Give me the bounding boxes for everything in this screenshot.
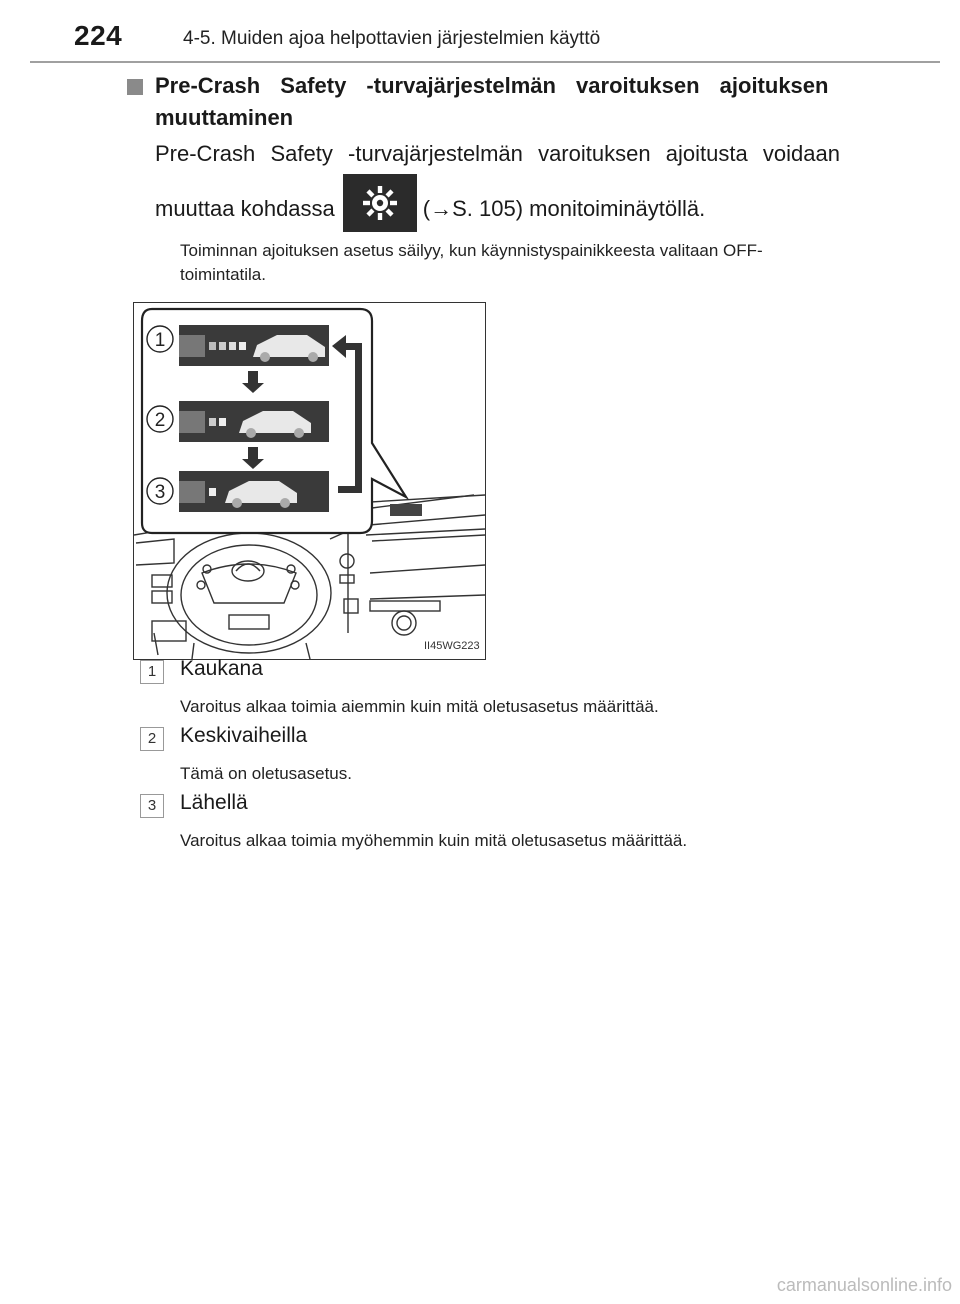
item-number-badge: 2: [140, 727, 164, 751]
body-text-before-icon: muuttaa kohdassa: [155, 195, 335, 221]
item-number-badge: 3: [140, 794, 164, 818]
section-title-line1: Pre-Crash Safety -turvajärjestelmän varoituksen ajoituksen: [155, 73, 829, 98]
section-note: Toiminnan ajoituksen asetus säilyy, kun käynnistyspainikkeesta valitaan OFF-toimintatila.: [180, 241, 763, 284]
scene-1: [179, 325, 329, 366]
callout-3: [147, 478, 173, 504]
callout-1: [147, 326, 173, 352]
settings-gear-icon: [343, 174, 417, 232]
section-title-line2: muuttaminen: [155, 105, 294, 130]
item-description: Tämä on oletusasetus.: [180, 764, 352, 783]
callout-2: [147, 406, 173, 432]
chapter-title: 4-5. Muiden ajoa helpottavien järjestelmien käyttö: [183, 28, 601, 49]
section-body-line2: [155, 188, 705, 232]
header-rule: [30, 61, 940, 63]
callout-label-1: 1: [154, 330, 166, 351]
section-body-line1: Pre-Crash Safety -turvajärjestelmän varoituksen ajoitusta voidaan: [155, 141, 840, 166]
scene-2: [179, 401, 329, 442]
page-number: 224: [74, 20, 123, 51]
watermark: carmanualsonline.info: [776, 1275, 952, 1295]
item-label: Kaukana: [180, 657, 263, 680]
scene-3: [179, 471, 329, 512]
item-label: Lähellä: [180, 791, 248, 814]
item-number-badge: 1: [140, 660, 164, 684]
callout-label-3: 3: [154, 482, 166, 503]
item-description: Varoitus alkaa toimia myöhemmin kuin mitä oletusasetus määrittää.: [180, 831, 688, 850]
item-label: Keskivaiheilla: [180, 724, 308, 747]
figure-code: II45WG223: [424, 640, 480, 652]
page-header: [0, 0, 960, 62]
section-title: [155, 70, 840, 134]
item-description: Varoitus alkaa toimia aiemmin kuin mitä oletusasetus määrittää.: [180, 697, 659, 716]
body-text-after-icon: (→S. 105) monitoiminäytöllä.: [422, 195, 706, 221]
section-square-icon: [127, 79, 143, 95]
callout-label-2: 2: [154, 410, 166, 431]
pre-crash-timing-illustration: [133, 302, 486, 660]
